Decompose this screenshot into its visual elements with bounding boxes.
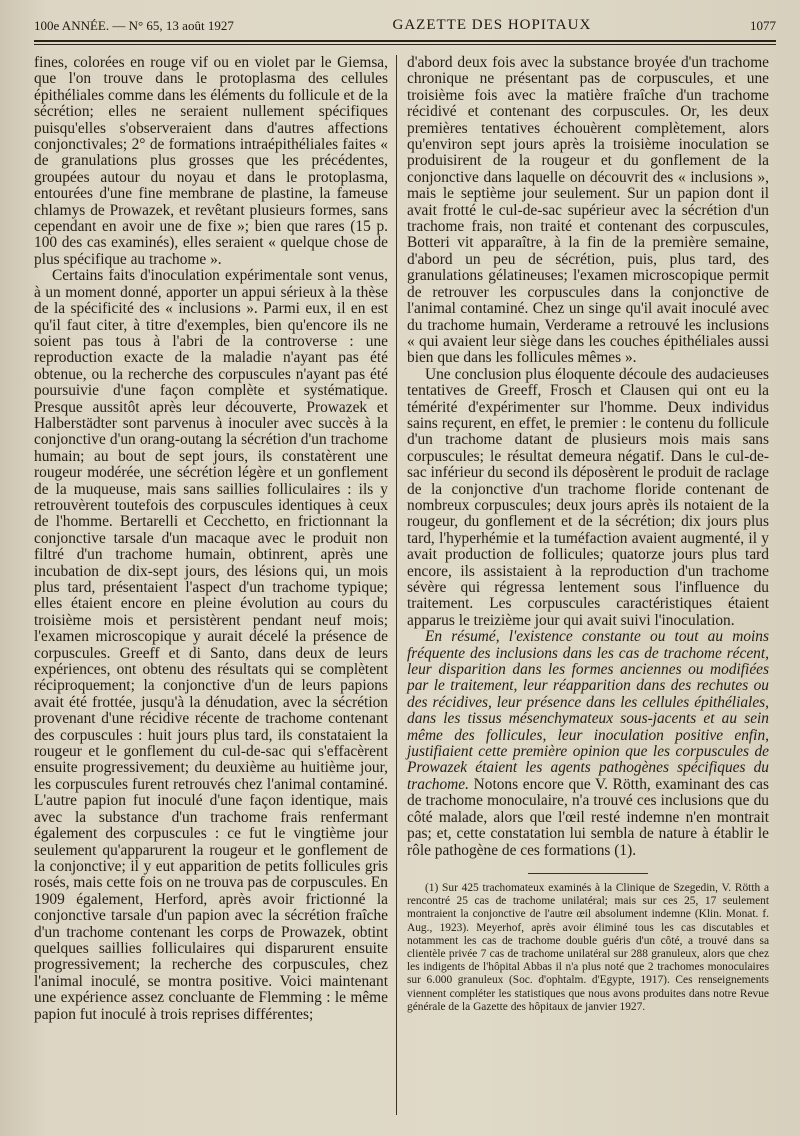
summary-rest: Notons encore que V. Rötth, examinant des cas de trachome monoculaire, n'a trouvé ces inclusions que du côté malade, alors que l'œil resté indemne n'en montrait pas; et, cette constatation lui sembla de nature à établir le rôle pathogène de ces formations (1). xyxy=(407,775,769,859)
left-column xyxy=(34,55,396,1115)
footnote-rule xyxy=(528,873,648,874)
paragraph: Certains faits d'inoculation expérimentale sont venus, à un moment donné, apporter un appui sérieux à la thèse de la spécificité des « inclusions ». Parmi eux, il en est qu'il faut citer, à titre d'exemples, bien qu'encore ils ne soient pas tous à l'abri de la controverse : une reproduction exacte de la maladie n'ayant pas été obtenue, ou la recherche des corpuscules n'ayant pas été poursuivie d'une façon complète et systématique. Presque aussitôt après leur découverte, Prowazek et Halberstädter sont parvenus à inoculer avec succès à la conjonctive d'un orang-outang la sécrétion d'un trachome humain; au bout de sept jours, ils constatèrent une rougeur modérée, une sécrétion légère et un gonflement de la muqueuse, mais sans saillies folliculaires : ils y retrouvèrent toutefois des corpuscules identiques à ceux de l'homme. Bertarelli et Cecchetto, en frictionnant la conjonctive tarsale d'un macaque avec le produit non filtré d'un trachome humain, obtinrent, après une incubation de dix-sept jours, des lésions qui, un mois plus tard, présentaient l'aspect d'un trachome typique; elles étaient encore en pleine évolution au cours du troisième mois et persistèrent pendant neuf mois; l'examen microscopique y aurait décelé la présence de corpuscules. Greeff et di Santo, dans deux de leurs expériences, ont obtenu des résultats qui se complètent réciproquement; la conjonctive d'un de leurs papions avait été frottée, jusqu'à la dénudation, avec la sécrétion provenant d'une récidive récente de trachome contenant des corpuscules : huit jours plus tard, ils constataient la rougeur et le gonflement du cul-de-sac qui s'effacèrent ensuite progressivement; du deuxième au huitième jour, les corpuscules furent retrouvés chez l'animal contaminé. L'autre papion fut inoculé d'une façon identique, mais avec la substance d'un trachome frais renfermant également des corpuscules : ce fut le vingtième jour seulement qu'apparurent la rougeur et le gonflement de la conjonctive; il y eut apparition de petits follicules gris rosés, mais cette fois on ne trouva pas de corpuscules. En 1909 également, Herford, après avoir frictionné la conjonctive tarsale d'un papion avec la sécrétion fraîche d'un trachome contenant les corps de Prowazek, obtint quelques saillies folliculaires qui disparurent ensuite progressivement; la recherche des corpuscules, chez l'animal inoculé, se montra positive. Voici maintenant une expérience assez concluante de Flemming : le même papion fut inoculé à trois reprises différentes; xyxy=(34,267,388,1023)
header-rule-thin xyxy=(34,44,776,45)
paragraph: Une conclusion plus éloquente découle des audacieuses tentatives de Greeff, Frosch et Clausen qui ont eu la témérité d'expérimenter sur l'homme. Deux individus sains reçurent, en effet, le premier : le contenu du follicule d'un trachome datant de plusieurs mois mais sans corpuscules; le résultat demeura négatif. Dans le cul-de-sac inférieur du second ils déposèrent le produit de raclage de la conjonctive d'un trachome floride contenant de nombreux corpuscules; deux jours après ils notaient de la rougeur, du gonflement et de la sécrétion; dix jours plus tard, l'hyperhémie et la tuméfaction avaient augmenté, il y avait production de follicules; quatorze jours plus tard encore, ils assistaient à la reproduction d'un trachome sévère qui régressa lentement sous l'influence du traitement. Les corpuscules caractéristiques étaient apparus le treizième jour qui avait suivi l'inoculation. xyxy=(407,365,769,629)
summary-italic: En résumé, l'existence constante ou tout au moins fréquente des inclusions dans les cas de trachome récent, leur disparition dans les formes anciennes ou modifiées par le traitement, leur réapparition dans des rechutes ou des récidives, leur présence dans les cellules épithéliales, dans les tissus mésenchymateux sous-jacents et au sein même des follicules, leur inoculation positive enfin, justifiaient cette première opinion que les corpuscules de Prowazek étaient les agents pathogènes spécifiques du trachome. xyxy=(407,628,769,793)
running-header xyxy=(30,0,776,40)
paragraph: d'abord deux fois avec la substance broyée d'un trachome chronique ne présentant pas de corpuscules, et une troisième fois avec la matière fraîche d'un trachome récidivé et contenant des corpuscules. Or, les deux premières tentatives échouèrent complètement, alors qu'environ sept jours après la troisième inoculation se produisirent de la rougeur et du gonflement de la conjonctive dans laquelle on découvrit des « inclusions », mais le septième jour seulement. Sur un papion dont il avait frotté le cul-de-sac supérieur avec la sécrétion d'un trachome frais, non traité et contenant des corpuscules, Botteri vit apparaître, à la fin de la première semaine, d'abord un peu de sécrétion, puis, plus tard, des granulations gélatineuses; l'examen microscopique permit de retrouver les corpuscules dans la conjonctive de l'animal contaminé. Chez un singe qu'il avait inoculé avec du trachome humain, Verderame a retrouvé les inclusions « qui avaient leur siège dans les couches épithéliales aussi bien que dans les follicules mêmes ». xyxy=(407,55,769,367)
journal-title: GAZETTE DES HOPITAUX xyxy=(392,17,592,33)
header-rule xyxy=(34,40,776,42)
summary-paragraph xyxy=(407,629,769,859)
right-column xyxy=(396,55,769,1115)
two-column-body xyxy=(34,55,776,1115)
issue-info: 100e ANNÉE. — N° 65, 13 août 1927 xyxy=(34,18,234,33)
page-number: 1077 xyxy=(749,18,776,33)
footnote: (1) Sur 425 trachomateux examinés à la Clinique de Szegedin, V. Rötth a rencontré 25 cas de trachome unilatéral; mais sur ces 25, 17 seulement montraient la conjonctive de l'autre œil absolument indemne (Klin. Monat. f. Aug., 1923). Meyerhof, après avoir éliminé tous les cas discutables et notamment les cas de trachome double guéris d'un côté, a trouvé dans sa clientèle privée 7 cas de trachome unilatéral sur 288 granuleux, alors que chez les indigents de l'hôpital Abbas il n'a plus noté que 2 trachomes monoculaires sur 6.000 granuleux (Soc. d'ophtalm. d'Egypte, 1917). Ces renseignements viennent compléter les statistiques que nous avons produites dans notre Revue générale de la Gazette des hôpitaux de janvier 1927. xyxy=(407,881,769,1013)
paragraph: fines, colorées en rouge vif ou en violet par le Giemsa, que l'on trouve dans le protoplasma des cellules épithéliales comme dans les éléments du follicule et de la sécrétion; elles ne seraient nullement spécifiques puisqu'elles s'observeraient dans d'autres affections conjonctivales; 2° de formations intraépithéliales faites « de granulations plus grosses que les précédentes, groupées autour du noyau et dans le protoplasma, entourées d'une fine membrane de plastine, la fameuse chlamys de Prowazek, et revêtant plusieurs formes, sans cependant en avoir une de fixe »; bien que rares (15 p. 100 des cas examinés), elles seraient « quelque chose de plus spécifique au trachome ». xyxy=(34,55,388,268)
